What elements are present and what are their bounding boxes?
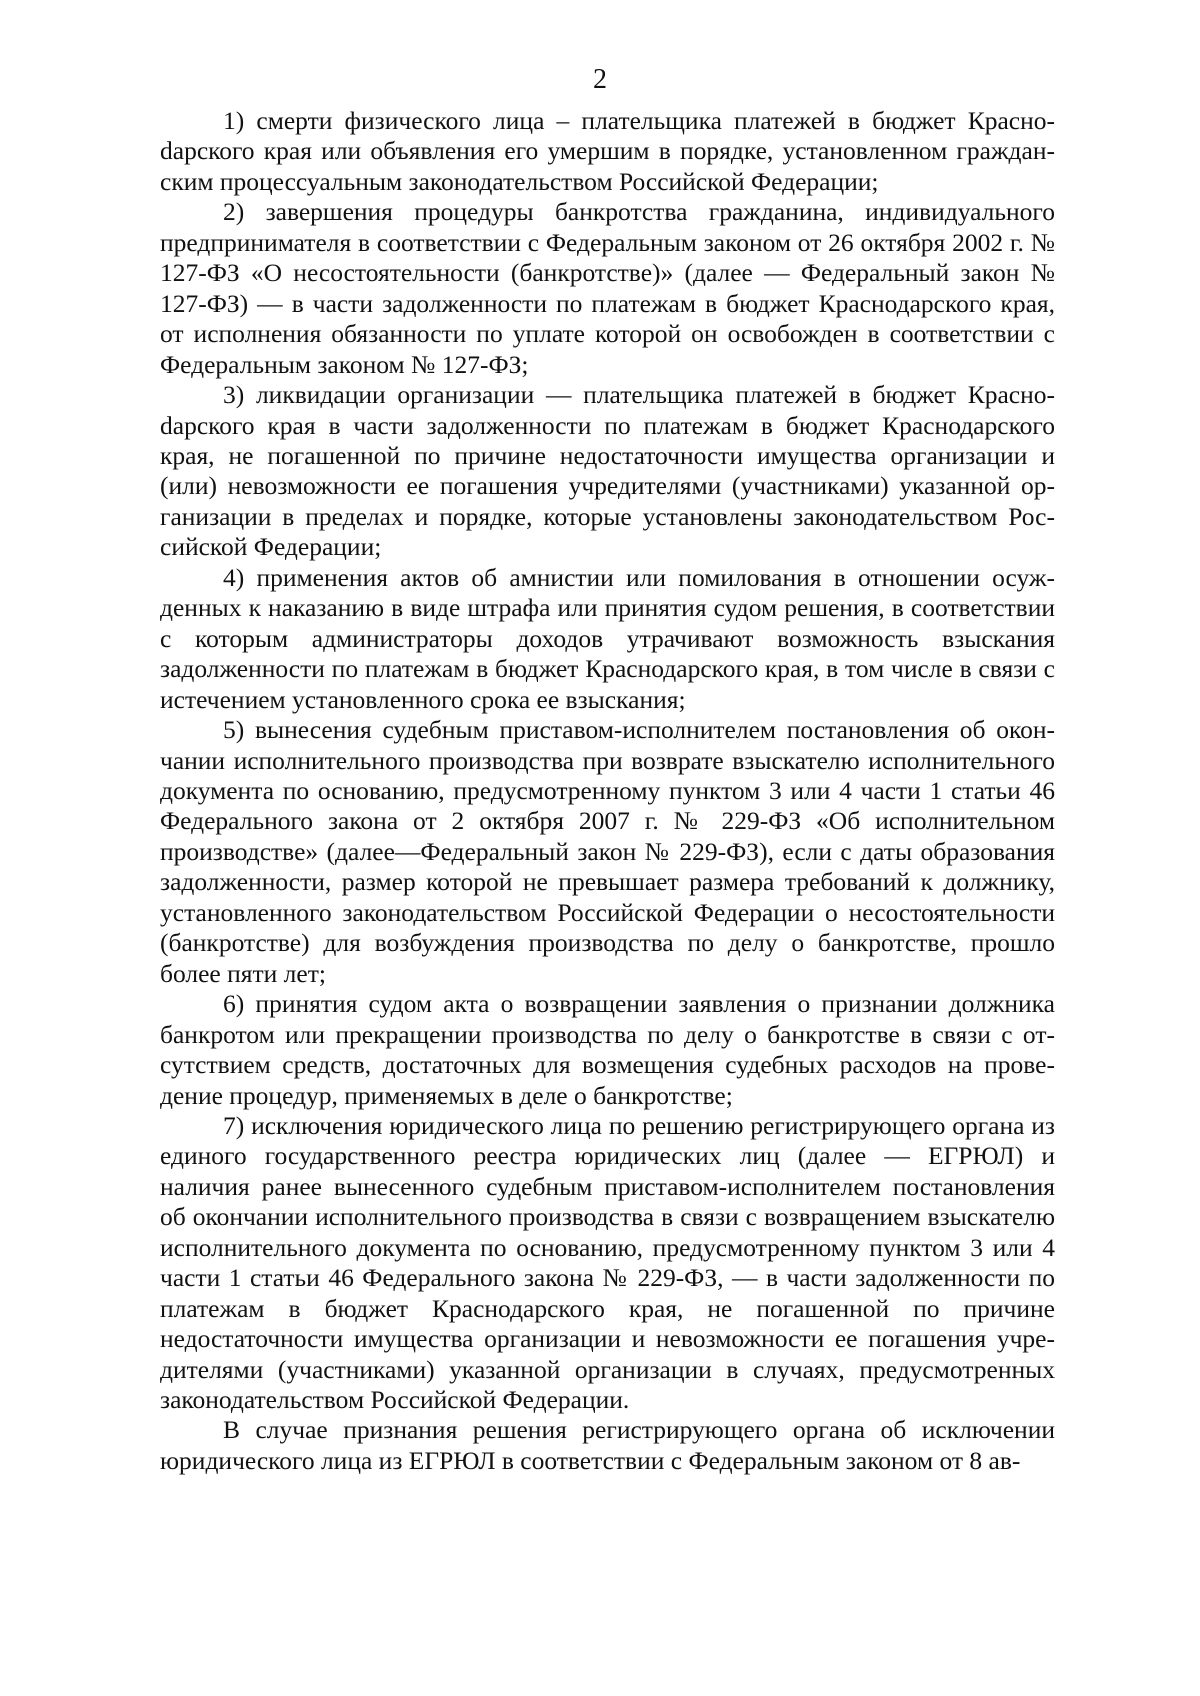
paragraph-continuation: В случае признания решения регистрирующего органа об исключении юридического лица из ЕГРЮЛ в соответствии с Федеральным законом от 8 ав- xyxy=(160,1415,1055,1475)
page-number: 2 xyxy=(593,64,607,95)
paragraph-item-1: 1) смерти физического лица – плательщика платежей в бюджет Красноdарского края или объявления его умершим в порядке, установленном гражданским процессуальным законодательством Российской Федерации; xyxy=(160,106,1055,196)
document-body xyxy=(160,106,1055,1476)
paragraph-item-2: 2) завершения процедуры банкротства гражданина, индивидуального предпринимателя в соответствии с Федеральным законом от 26 октября 2002 г. № 127-ФЗ «О несостоятельности (банкротстве)» (далее — Федеральный закон № 127-ФЗ) — в части задолженности по платежам в бюджет Краснодарского края, от исполнения обязанности по уплате которой он освобожден в соответствии с Федеральным законом № 127-ФЗ; xyxy=(160,197,1055,379)
paragraph-item-5: 5) вынесения судебным приставом-исполнителем постановления об окончании исполнительного производства при возврате взыскателю исполнительного документа по основанию, предусмотренному пунктом 3 или 4 части 1 статьи 46 Федерального закона от 2 октября 2007 г. № 229-ФЗ «Об исполнительном производстве» (далее—Федеральный закон № 229-ФЗ), если с даты образования задолженности, размер которой не превышает размера требований к должнику, установленного законодательством Российской Федерации о несостоятельности (банкротстве) для возбуждения производства по делу о банкротстве, прошло более пяти лет; xyxy=(160,715,1055,988)
paragraph-item-3: 3) ликвидации организации — плательщика платежей в бюджет Красноdарского края в части задолженности по платежам в бюджет Краснодарского края, не погашенной по причине недостаточности имущества организации и (или) невозможности ее погашения учредителями (участниками) указанной организации в пределах и порядке, которые установлены законодательством Российской Федерации; xyxy=(160,380,1055,562)
paragraph-item-4: 4) применения актов об амнистии или помилования в отношении осужденных к наказанию в виде штрафа или принятия судом решения, в соответствии с которым администраторы доходов утрачивают возможность взыскания задолженности по платежам в бюджет Краснодарского края, в том числе в связи с истечением установленного срока ее взыскания; xyxy=(160,562,1055,714)
paragraph-item-6: 6) принятия судом акта о возвращении заявления о признании должника банкротом или прекращении производства по делу о банкротстве в связи с отсутствием средств, достаточных для возмещения судебных расходов на проведение процедур, применяемых в деле о банкротстве; xyxy=(160,989,1055,1110)
paragraph-item-7: 7) исключения юридического лица по решению регистрирующего органа из единого государственного реестра юридических лиц (далее — ЕГРЮЛ) и наличия ранее вынесенного судебным приставом-исполнителем постановления об окончании исполнительного производства в связи с возвращением взыскателю исполнительного документа по основанию, предусмотренному пунктом 3 или 4 части 1 статьи 46 Федерального закона № 229-ФЗ, — в части задолженности по платежам в бюджет Краснодарского края, не погашенной по причине недостаточности имущества организации и невозможности ее погашения учредителями (участниками) указанной организации в случаях, предусмотренных законодательством Российской Федерации. xyxy=(160,1110,1055,1415)
